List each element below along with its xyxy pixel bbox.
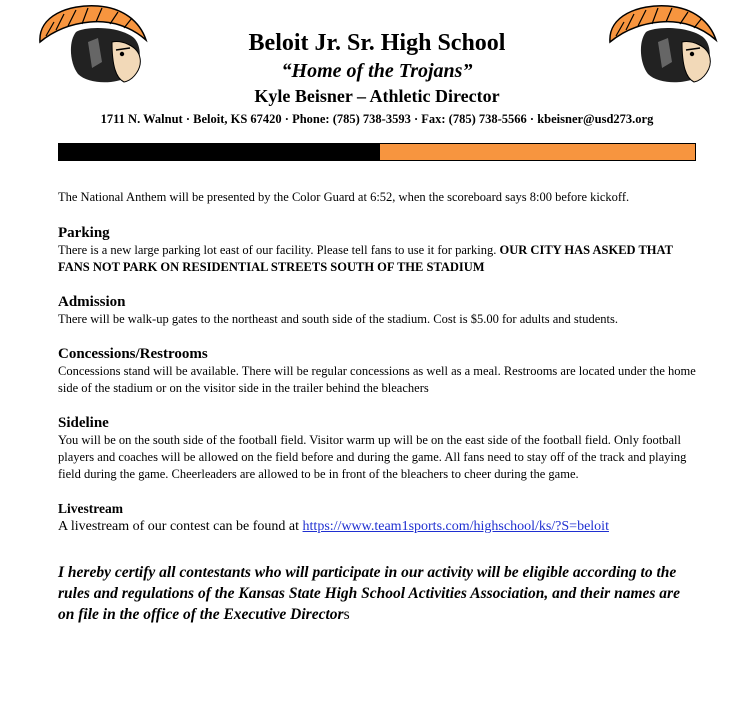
athletic-director: Kyle Beisner – Athletic Director <box>254 86 500 106</box>
school-motto: “Home of the Trojans” <box>281 60 473 82</box>
parking-heading: Parking <box>58 225 110 241</box>
brand-bar-black <box>59 144 379 160</box>
eligibility-certification <box>58 562 698 625</box>
sideline-section <box>58 415 698 483</box>
concessions-section <box>58 346 698 397</box>
admission-heading: Admission <box>58 294 126 310</box>
livestream-link[interactable]: https://www.team1sports.com/highschool/ks/?S=beloit <box>302 519 609 534</box>
livestream-heading: Livestream <box>58 501 123 516</box>
anthem-note: The National Anthem will be presented by the Color Guard at 6:52, when the scoreboard says 8:00 before kickoff. <box>58 190 630 204</box>
livestream-text <box>58 518 698 536</box>
livestream-section <box>58 501 698 536</box>
letterhead <box>0 28 754 128</box>
livestream-text-plain: A livestream of our contest can be found at <box>58 519 303 534</box>
school-name: Beloit Jr. Sr. High School <box>248 30 506 56</box>
certification-text: I hereby certify all contestants who will participate in our activity will be eligible according to the rules and regulations of the Kansas State High School Activities Association, and their names are on file in the office of the Executive Director <box>58 564 680 623</box>
parking-text-plain: There is a new large parking lot east of our facility. Please tell fans to use it for parking. <box>58 243 500 257</box>
brand-bar-orange <box>379 144 695 160</box>
certification-text-tail: s <box>343 606 350 623</box>
parking-section <box>58 225 698 276</box>
concessions-heading: Concessions/Restrooms <box>58 346 208 362</box>
admission-section <box>58 294 698 328</box>
sideline-text: You will be on the south side of the football field. Visitor warm up will be on the east side of the football field. Only football players and coaches will be allowed on the field before and during the game. All fans need to stay off of the track and playing field during the game. Cheerleaders are allowed to be in front of the bleachers to cheer during the game. <box>58 433 687 481</box>
admission-text: There will be walk-up gates to the northeast and south side of the stadium. Cost is $5.00 for adults and students. <box>58 312 618 326</box>
contact-address-line: 1711 N. Walnut · Beloit, KS 67420 · Phone: (785) 738-3593 · Fax: (785) 738-5566 · kbeisner@usd273.org <box>100 112 654 126</box>
sideline-heading: Sideline <box>58 415 109 431</box>
document-body <box>58 189 698 625</box>
parking-text-bold: OUR CITY HAS ASKED THAT FANS NOT PARK ON RESIDENTIAL STREETS SOUTH OF THE STADIUM <box>58 243 673 274</box>
brand-color-bar <box>58 143 696 161</box>
parking-text <box>58 242 698 276</box>
concessions-text: Concessions stand will be available. There will be regular concessions as well as a meal. Restrooms are located under the home side of the stadium or on the visitor side in the trailer behind the bleachers <box>58 364 696 395</box>
